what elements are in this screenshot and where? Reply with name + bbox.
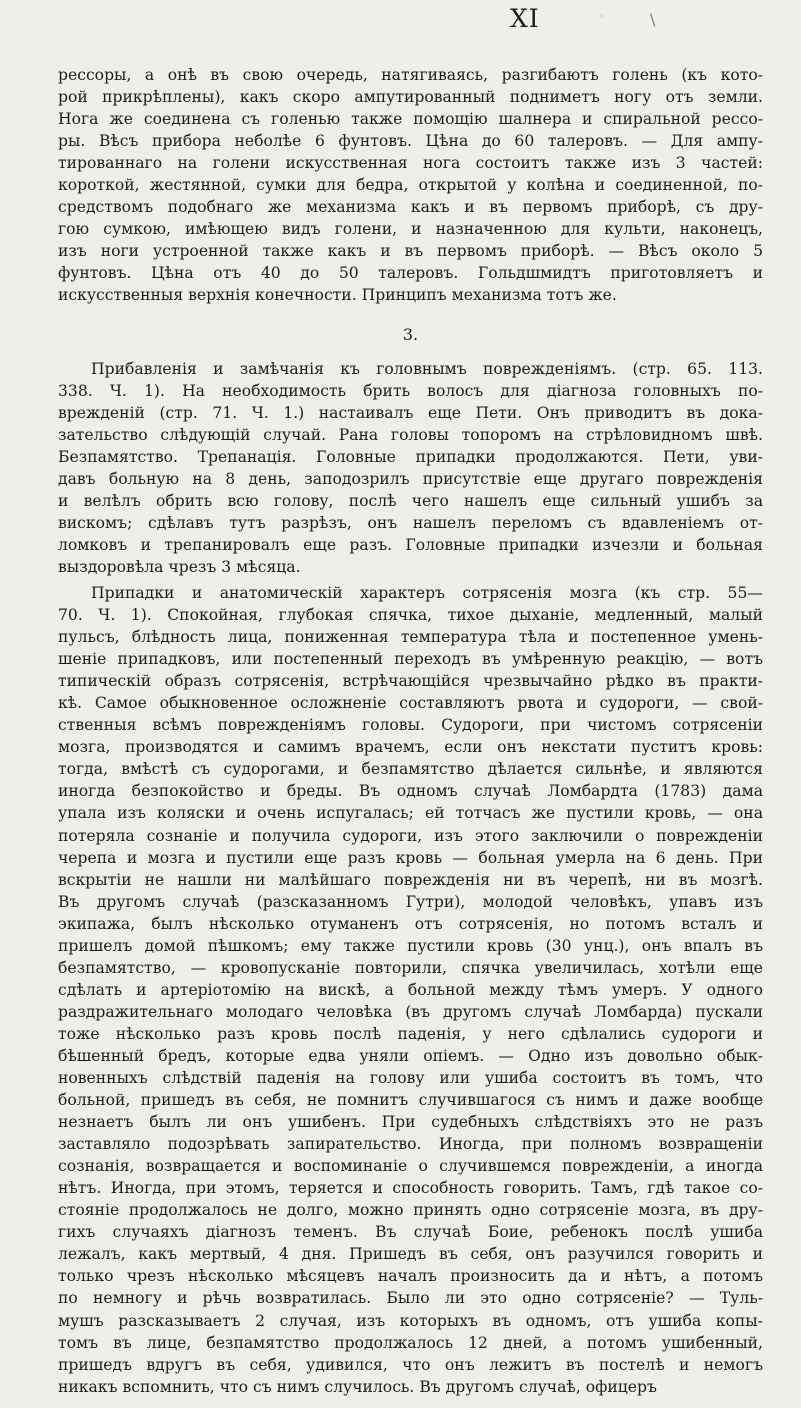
text-line: вискомъ; сдѣлавъ тутъ разрѣзъ, онъ нашелъ переломъ съ вдавленіемъ от-: [58, 513, 763, 532]
text-line: тированнаго на голени искусственная нога состоитъ также изъ 3 частей:: [58, 154, 763, 173]
text-line: упала изъ коляски и очень испугалась; ей тотчасъ же пустили кровь, — она: [58, 804, 763, 823]
corner-mark: \: [650, 10, 656, 29]
text-line: и велѣлъ обрить всю голову, послѣ чего нашелъ еще сильный ушибъ за: [58, 491, 763, 510]
text-line: черепа и мозга и пустили еще разъ кровь — больная умерла на 6 день. При: [58, 848, 763, 867]
text-line: раздражительнаго молодаго человѣка (въ другомъ случаѣ Ломбарда) пускали: [58, 1002, 763, 1021]
text-line: Нога же соединена съ голенью также помощію шалнера и спиральной рессо-: [58, 110, 763, 129]
text-line: иногда безпокойство и бреды. Въ одномъ случаѣ Ломбардта (1783) дама: [58, 782, 763, 801]
text-line: вскрытіи не нашли ни малѣйшаго поврежденія ни въ черепѣ, ни въ мозгѣ.: [58, 870, 763, 889]
text-line: ственныя всѣмъ поврежденіямъ головы. Судороги, при чистомъ сотрясеніи: [58, 716, 763, 735]
text-line: потеряла сознаніе и получила судороги, изъ этого заключили о поврежденіи: [58, 826, 763, 845]
text-line: шеніе припадковъ, или постепенный переходъ въ умѣренную реакцію, — вотъ: [58, 650, 763, 669]
text-line: сдѣлать и артеріотомію на вискѣ, а больной между тѣмъ умеръ. У одного: [58, 980, 763, 999]
text-line: тогда, вмѣстѣ съ судорогами, и безпамятство дѣлается сильнѣе, и являются: [58, 760, 763, 779]
section-number: 3.: [402, 324, 419, 344]
text-line: мушъ разсказываетъ 2 случая, изъ которыхъ въ одномъ, отъ ушиба копы-: [58, 1311, 763, 1330]
text-line: изъ ноги устроенной также какъ и въ первомъ приборѣ. — Вѣсъ около 5: [58, 242, 763, 261]
text-line: гою сумкою, имѣющею видъ голени, и назначенною для культи, наконецъ,: [58, 220, 763, 239]
text-line: только чрезъ нѣсколько мѣсяцевъ началъ произносить да и нѣтъ, а потомъ: [58, 1267, 763, 1286]
text-line: давъ больную на 8 день, заподозрилъ присутствіе еще другаго поврежденія: [58, 469, 763, 488]
text-line: лежалъ, какъ мертвый, 4 дня. Пришедъ въ себя, онъ разучился говорить и: [58, 1245, 763, 1264]
text-line: искусственныя верхнія конечности. Принципъ механизма тотъ же.: [58, 286, 617, 305]
page-header: [58, 0, 763, 64]
text-line: типическій образъ сотрясенія, встрѣчающійся чрезвычайно рѣдко въ практи-: [58, 672, 763, 691]
text-line: зательство слѣдующій случай. Рана головы топоромъ на стрѣловидномъ швѣ.: [58, 425, 763, 444]
text-line: заставляло подозрѣвать запирательство. Иногда, при полномъ возвращеніи: [58, 1135, 763, 1154]
paragraph-concussion: [58, 582, 763, 1398]
text-line: по немногу и рѣчь возвратилась. Было ли это одно сотрясеніе? — Туль-: [58, 1289, 763, 1308]
text-line: никакъ вспомнить, что съ нимъ случилось. Въ другомъ случаѣ, офицеръ: [58, 1377, 657, 1396]
text-line: пришелъ домой пѣшкомъ; ему также пустили кровь (30 унц.), онъ впалъ въ: [58, 936, 763, 955]
text-line: Безпамятство. Трепанація. Головные припадки продолжаются. Пети, уви-: [58, 447, 763, 466]
text-line: экипажа, былъ нѣсколько отуманенъ отъ сотрясенія, но потомъ всталъ и: [58, 914, 763, 933]
text-line: больной, пришедъ въ себя, не помнитъ случившагося съ нимъ и даже вообще: [58, 1091, 763, 1110]
text-line: пришедъ вдругъ въ себя, удивился, что онъ лежитъ въ постелѣ и немогъ: [58, 1355, 763, 1374]
text-line: кѣ. Самое обыкновенное осложненіе составляютъ рвота и судороги, — свой-: [58, 694, 763, 713]
text-line: короткой, жестянной, сумки для бедра, открытой у колѣна и соединенной, по-: [58, 176, 763, 195]
text-line: стояніе продолжалось не долго, можно принять одно сотрясеніе мозга, въ дру-: [58, 1201, 763, 1220]
text-line: мозга, производятся и самимъ врачемъ, если онъ некстати пуститъ кровь:: [58, 738, 763, 757]
text-line: пульсъ, блѣдность лица, пониженная температура тѣла и постепенное умень-: [58, 628, 763, 647]
text-line: бѣшенный бредъ, которые едва уняли опіемъ. — Одно изъ довольно обык-: [58, 1046, 763, 1065]
paragraph-head-injuries: [58, 358, 763, 578]
text-line: тоже нѣсколько разъ кровь послѣ паденія, у него сдѣлались судороги и: [58, 1024, 763, 1043]
page-number: XI: [510, 4, 540, 33]
text-line: гихъ случаяхъ діагнозъ теменъ. Въ случаѣ Боие, ребенокъ послѣ ушиба: [58, 1223, 763, 1242]
text-line: ры. Вѣсъ прибора неболѣе 6 фунтовъ. Цѣна до 60 талеровъ. — Для ампу-: [58, 132, 763, 151]
text-line: врежденій (стр. 71. Ч. 1.) настаивалъ еще Пети. Онъ приводитъ въ дока-: [58, 403, 763, 422]
text-line: безпамятство, — кровопусканіе повторили, спячка увеличилась, хотѣли еще: [58, 958, 763, 977]
text-line: нѣтъ. Иногда, при этомъ, теряется и способность говорить. Тамъ, гдѣ такое со-: [58, 1179, 763, 1198]
text-line: рессоры, а онѣ въ свою очередь, натягиваясь, разгибаютъ голень (къ кото-: [58, 66, 763, 84]
text-line: средствомъ подобнаго же механизма какъ и въ первомъ приборѣ, съ дру-: [58, 198, 763, 217]
text-line: сознанія, возвращается и воспоминаніе о случившемся поврежденіи, а иногда: [58, 1157, 763, 1176]
text-line: Въ другомъ случаѣ (разсказанномъ Гутри), молодой человѣкъ, упавъ изъ: [58, 892, 763, 911]
text-line: Прибавленія и замѣчанія къ головнымъ поврежденіямъ. (стр. 65. 113.: [91, 359, 763, 378]
text-line: фунтовъ. Цѣна отъ 40 до 50 талеровъ. Гольдшмидтъ приготовляетъ и: [58, 264, 763, 283]
text-line: 70. Ч. 1). Спокойная, глубокая спячка, тихое дыханіе, медленный, малый: [58, 606, 763, 625]
text-line: новенныхъ слѣдствій паденія на голову или ушиба состоитъ въ томъ, что: [58, 1069, 763, 1088]
text-line: ломковъ и трепанировалъ еще разъ. Головные припадки изчезли и больная: [58, 535, 763, 554]
printer-tick: ': [600, 14, 603, 25]
text-line: Припадки и анатомическій характеръ сотрясенія мозга (къ стр. 55—: [91, 583, 763, 602]
text-line: выздоровѣла чрезъ 3 мѣсяца.: [58, 557, 301, 576]
text-line: 338. Ч. 1). На необходимость брить волосъ для діагноза головныхъ по-: [58, 381, 763, 400]
text-line: незнаетъ былъ ли онъ ушибенъ. При судебныхъ слѣдствіяхъ это не разъ: [58, 1113, 763, 1132]
text-line: рой прикрѣплены), какъ скоро ампутированный подниметъ ногу отъ земли.: [58, 88, 763, 107]
text-line: томъ въ лице, безпамятство продолжалось 12 дней, а потомъ ушибенный,: [58, 1333, 763, 1352]
paragraph-prosthesis: [58, 64, 763, 307]
